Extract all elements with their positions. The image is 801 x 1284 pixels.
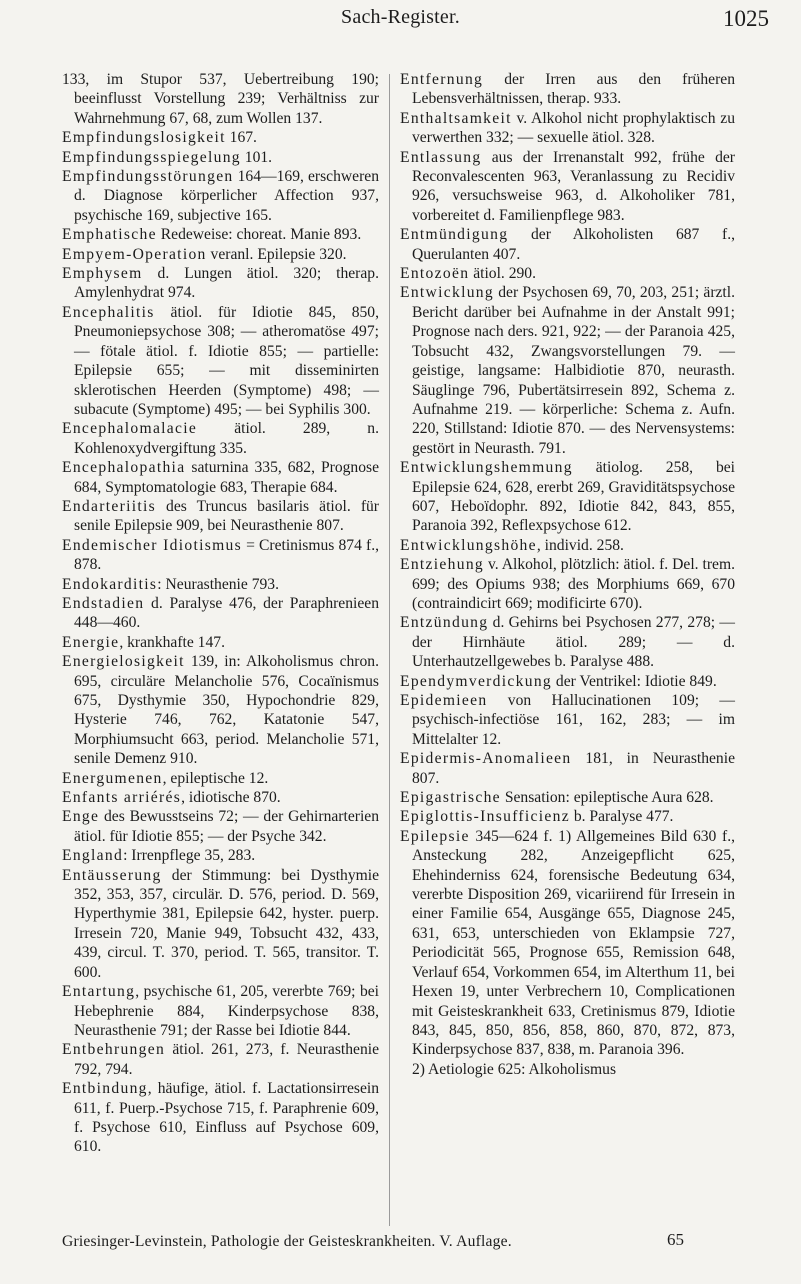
- index-column-right: [400, 70, 735, 1079]
- index-references: 139, in: Alkoholismus chron. 695, circuläre Melancholie 576, Cocaïnismus 675, Dysthymie 350, Hypochondrie 829, Hysterie 746, 762, Katatonie 547, Morphiumsucht 663, period. Melancholie 571, senile Demenz 910.: [74, 653, 379, 768]
- index-keyword: Encephalitis: [62, 303, 155, 321]
- index-entry: [62, 575, 379, 594]
- index-entry: [400, 672, 735, 691]
- index-keyword: Energie: [62, 633, 120, 651]
- index-keyword: Epilepsie: [400, 827, 470, 845]
- index-keyword: Enfants arriérés: [62, 789, 182, 807]
- index-keyword: Entartung: [62, 983, 136, 1001]
- index-entry: [62, 167, 379, 225]
- index-entry: [62, 866, 379, 982]
- index-references: 167.: [225, 129, 257, 147]
- index-keyword: Entwicklung: [400, 284, 494, 302]
- index-entry: [62, 594, 379, 633]
- index-entry: [62, 788, 379, 807]
- index-entry: [62, 1040, 379, 1079]
- running-head: Sach-Register.: [341, 6, 460, 28]
- index-references: ätiol. 289, n. Kohlenoxydvergiftung 335.: [74, 420, 379, 457]
- index-entry: [62, 769, 379, 788]
- index-keyword: Entwicklungshemmung: [400, 459, 573, 477]
- index-keyword: Energielosigkeit: [62, 653, 185, 671]
- index-keyword: Endstadien: [62, 594, 145, 612]
- index-keyword: Epiglottis-Insufficienz: [400, 808, 570, 826]
- index-keyword: Emphysem: [62, 265, 143, 283]
- index-entry: [62, 245, 379, 264]
- index-references: d. Lungen ätiol. 320; therap. Amylenhydrat 974.: [74, 265, 379, 302]
- index-references: = Cretinismus 874 f., 878.: [74, 536, 379, 574]
- index-keyword: Epidemieen: [400, 692, 488, 709]
- index-references: 2) Aetiologie 625: Alkoholismus: [412, 1060, 617, 1078]
- index-keyword: Entziehung: [400, 556, 485, 574]
- index-keyword: Enthaltsamkeit: [400, 109, 512, 127]
- index-entry: [400, 70, 735, 109]
- index-keyword: Entbehrungen: [62, 1041, 166, 1059]
- index-entry: [400, 148, 735, 226]
- index-keyword: Emphatische: [62, 226, 157, 244]
- index-entry: [62, 982, 379, 1040]
- index-references: ätiol. 290.: [469, 265, 536, 283]
- index-references: des Truncus basilaris ätiol. für senile Epilepsie 909, bei Neurasthenie 807.: [74, 497, 379, 535]
- index-entry: [62, 536, 379, 575]
- index-entry: [400, 788, 735, 807]
- index-entry: [400, 691, 735, 749]
- page-number: 1025: [723, 6, 769, 31]
- footer-credit: Griesinger-Levinstein, Pathologie der Geisteskrankheiten. V. Auflage.: [62, 1233, 512, 1250]
- index-references: der Irren aus den früheren Lebensverhältnissen, therap. 933.: [412, 71, 735, 108]
- index-references: 164—169, erschweren d. Diagnose körperlicher Affection 937, psychische 169, subjective 165.: [74, 168, 379, 224]
- index-keyword: Encephalopathia: [62, 459, 186, 477]
- index-references: von Hallucinationen 109; — psychisch-infectiöse 161, 162, 283; — im Mittelalter 12.: [412, 692, 735, 748]
- index-references: v. Alkohol, plötzlich: ätiol. f. Del. trem. 699; des Opiums 938; des Morphiums 669, 670 (contraindicirt 669; modificirte 670).: [412, 556, 735, 612]
- index-references: 181, in Neurasthenie 807.: [412, 750, 735, 787]
- index-references: der Stimmung: bei Dysthymie 352, 353, 357, circulär. D. 576, period. D. 569, Hyperthymie 381, Epilepsie 642, hyster. puerp. Irresein 720, Manie 949, Tobsucht 432, 433, 439, circul. T. 370, period. T. 565, transitor. T. 600.: [74, 866, 379, 981]
- index-entry: [62, 652, 379, 768]
- index-references: 101.: [240, 148, 273, 166]
- index-references: d. Paralyse 476, der Paraphrenieen 448—460.: [74, 594, 379, 632]
- index-keyword: Entfernung: [400, 71, 484, 88]
- index-references: saturnina 335, 682, Prognose 684, Symptomatologie 683, Therapie 684.: [74, 459, 379, 496]
- index-references: , epileptische 12.: [162, 769, 269, 787]
- index-references: : Irrenpflege 35, 283.: [123, 847, 256, 865]
- index-keyword: Entozoën: [400, 265, 470, 283]
- index-references: : Neurasthenie 793.: [157, 575, 279, 593]
- index-column-left: [62, 70, 379, 1157]
- index-keyword: Entwicklungshöhe: [400, 536, 537, 554]
- index-entry: [62, 225, 379, 244]
- index-keyword: Enge: [62, 808, 100, 826]
- index-entry: [62, 458, 379, 497]
- index-references: ätiolog. 258, bei Epilepsie 624, 628, ererbt 269, Graviditätspsychose 607, Heboïdophr. 892, Idiotie 842, 843, 855, Paranoia 392, Reflexpsychose 612.: [412, 459, 735, 535]
- index-references: , idiotische 870.: [181, 789, 281, 807]
- index-entry: [400, 555, 735, 613]
- index-keyword: Empfindungslosigkeit: [62, 129, 226, 147]
- index-keyword: Endemischer Idiotismus: [62, 536, 242, 554]
- index-entry: [400, 827, 735, 1060]
- index-entry: [400, 807, 735, 826]
- index-entry: [62, 846, 379, 865]
- index-keyword: Empyem-Operation: [62, 245, 207, 263]
- index-references: , häufige, ätiol. f. Lactationsirresein 611, f. Puerp.-Psychose 715, f. Paraphrenie 609, f. Psychose 610, Einfluss auf Psychose 609, 610.: [74, 1080, 379, 1156]
- page-header: [0, 6, 801, 36]
- index-references: , krankhafte 147.: [119, 633, 225, 651]
- index-keyword: Encephalomalacie: [62, 420, 198, 438]
- index-entry: [62, 128, 379, 147]
- index-keyword: Entbindung: [62, 1080, 148, 1098]
- index-entry: [62, 633, 379, 652]
- index-keyword: Entäusserung: [62, 866, 162, 884]
- index-keyword: Ependymverdickung: [400, 672, 553, 690]
- index-entry: [62, 419, 379, 458]
- index-entry: [400, 613, 735, 671]
- index-keyword: Entlassung: [400, 148, 482, 166]
- index-keyword: England: [62, 847, 124, 865]
- index-entry: [62, 148, 379, 167]
- index-references: 133, im Stupor 537, Uebertreibung 190; beeinflusst Vorstellung 239; Verhältniss zur Wahrnehmung 67, 68, zum Wollen 137.: [62, 71, 379, 127]
- index-entry: [400, 264, 735, 283]
- index-entry: [400, 109, 735, 148]
- index-references: 345—624 f. 1) Allgemeines Bild 630 f., Ansteckung 282, Anzeigepflicht 625, Ehehinderniss 624, forensische Bedeutung 634, vererbte Disposition 269, vicariirend für Irresein in einer Familie 654, Ausgänge 655, Diagnose 245, 631, 653, unterschieden von Eklampsie 727, Periodicität 565, Prognose 655, Remission 648, Verlauf 654, Vorkommen 654, im Alterthum 11, bei Hexen 19, unter Verbrechern 10, Complicationen mit Geisteskrankheit 633, Cretinismus 879, Idiotie 843, 845, 850, 856, 858, 860, 870, 872, 873, Kinderpsychose 837, 838, m. Paranoia 396.: [412, 827, 735, 1059]
- index-references: ätiol. für Idiotie 845, 850, Pneumoniepsychose 308; — atheromatöse 497; — fötale ätiol. f. Idiotie 855; — partielle: Epilepsie 655; — mit disseminirten sklerotischen Heerden (Symptome) 498; — subacute (Symptome) 495; — bei Syphilis 300.: [74, 303, 379, 418]
- index-entry: [400, 283, 735, 458]
- index-references: b. Paralyse 477.: [569, 808, 674, 826]
- index-references: d. Gehirns bei Psychosen 277, 278; — der Hirnhäute ätiol. 289; — d. Unterhautzellgewebes b. Paralyse 488.: [412, 614, 735, 671]
- index-entry: [400, 225, 735, 264]
- index-keyword: Energumenen: [62, 769, 163, 787]
- index-entry: [62, 1079, 379, 1157]
- index-entry: [62, 70, 379, 128]
- index-keyword: Entzündung: [400, 614, 489, 632]
- page-footer: [62, 1230, 762, 1251]
- index-references: , individ. 258.: [536, 536, 624, 554]
- index-keyword: Epidermis-Anomalieen: [400, 750, 572, 768]
- index-references: aus der Irrenanstalt 992, frühe der Reconvalescenten 963, Veranlassung zu Recidiv 926, versuchsweise 963, d. Alkoholiker 781, vorbereitet d. Familienpflege 983.: [412, 148, 735, 224]
- index-references: ätiol. 261, 273, f. Neurasthenie 792, 794.: [74, 1041, 379, 1078]
- index-references: der Alkoholisten 687 f., Querulanten 407.: [412, 226, 735, 263]
- column-divider: [389, 74, 390, 1226]
- index-keyword: Entmündigung: [400, 226, 509, 244]
- index-references: Redeweise: choreat. Manie 893.: [156, 226, 362, 244]
- index-keyword: Empfindungsstörungen: [62, 168, 234, 186]
- index-entry: [62, 303, 379, 419]
- index-references: veranl. Epilepsie 320.: [206, 245, 347, 263]
- index-entry: [400, 458, 735, 536]
- index-entry: [62, 807, 379, 846]
- signature-mark: 65: [667, 1230, 684, 1249]
- index-entry: [400, 749, 735, 788]
- index-references: der Ventrikel: Idiotie 849.: [552, 672, 717, 690]
- index-entry: [62, 497, 379, 536]
- index-keyword: Epigastrische: [400, 789, 501, 807]
- index-entry: [400, 536, 735, 555]
- index-keyword: Endokarditis: [62, 575, 158, 593]
- index-references: des Bewusstseins 72; — der Gehirnarterien ätiol. für Idiotie 855; — der Psyche 342.: [74, 808, 379, 845]
- index-references: v. Alkohol nicht prophylaktisch zu verwerthen 332; — sexuelle ätiol. 328.: [412, 109, 735, 147]
- index-keyword: Empfindungsspiegelung: [62, 148, 241, 166]
- index-references: der Psychosen 69, 70, 203, 251; ärztl. Bericht darüber bei Aufnahme in der Anstalt 991; Prognose nach ders. 921, 922; — der Paranoia 425, Tobsucht 432, Zwangsvorstellungen 79. — geistige, langsame: Halbidiotie 870, neurasth. Säuglinge 796, Pubertätsirresein 892, Schema z. Aufnahme 219. — körperliche: Schema z. Aufn. 220, Stillstand: Idiotie 870. — des Nervensystems: gestört in Neurasth. 791.: [412, 284, 735, 457]
- index-keyword: Endarteriitis: [62, 497, 156, 515]
- index-references: , psychische 61, 205, vererbte 769; bei Hebephrenie 884, Kinderpsychose 838, Neurasthenie 791; der Rasse bei Idiotie 844.: [74, 983, 379, 1039]
- index-entry: [62, 264, 379, 303]
- index-references: Sensation: epileptische Aura 628.: [500, 789, 714, 807]
- index-entry: [400, 1060, 735, 1079]
